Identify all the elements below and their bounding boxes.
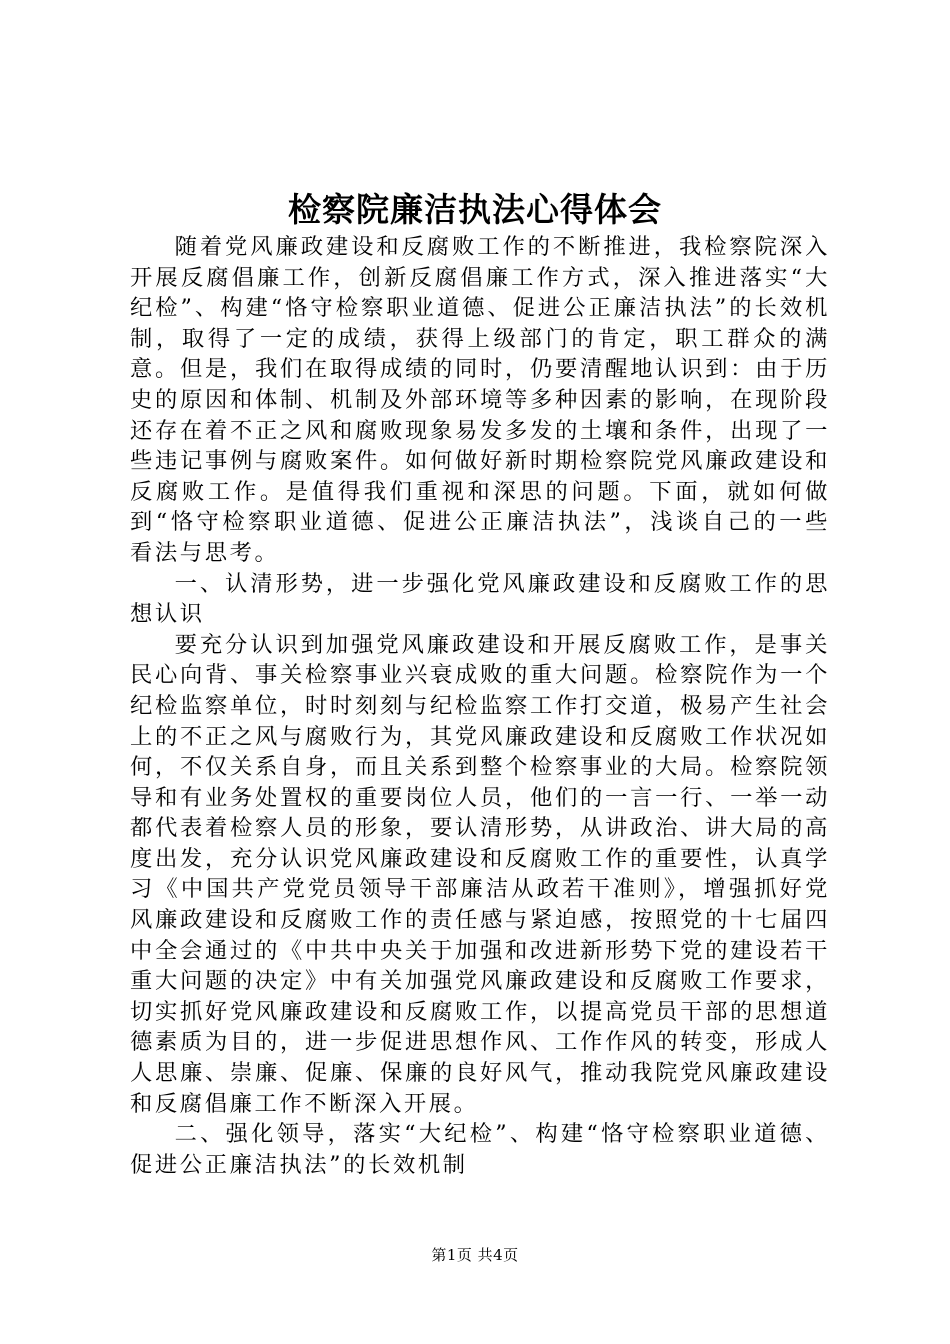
section-heading-2: 二、强化领导，落实“大纪检”、构建“恪守检察职业道德、促进公正廉洁执法”的长效机制 bbox=[130, 1121, 830, 1178]
paragraph-intro: 随着党风廉政建设和反腐败工作的不断推进，我检察院深入开展反腐倡廉工作，创新反腐倡廉工作方式，深入推进落实“大纪检”、构建“恪守检察职业道德、促进公正廉洁执法”的长效机制，取得了一定的成绩，获得上级部门的肯定，职工群众的满意。但是，我们在取得成绩的同时，仍要清醒地认识到：由于历史的原因和体制、机制及外部环境等多种因素的影响，在现阶段还存在着不正之风和腐败现象易发多发的土壤和条件，出现了一些违记事例与腐败案件。如何做好新时期检察院党风廉政建设和反腐败工作。是值得我们重视和深思的问题。下面，就如何做到“恪守检察职业道德、促进公正廉洁执法”，浅谈自己的一些看法与思考。 bbox=[130, 234, 830, 566]
section-heading-1: 一、认清形势，进一步强化党风廉政建设和反腐败工作的思想认识 bbox=[130, 570, 830, 628]
document-body bbox=[130, 232, 830, 1180]
page-footer: 第1页 共4页 bbox=[431, 1246, 519, 1264]
document-title: 检察院廉洁执法心得体会 bbox=[288, 190, 662, 229]
paragraph-section-1: 要充分认识到加强党风廉政建设和开展反腐败工作，是事关民心向背、事关检察事业兴衰成败的重大问题。检察院作为一个纪检监察单位，时时刻刻与纪检监察工作打交道，极易产生社会上的不正之风与腐败行为，其党风廉政建设和反腐败工作状况如何，不仅关系自身，而且关系到整个检察事业的大局。检察院领导和有业务处置权的重要岗位人员，他们的一言一行、一举一动都代表着检察人员的形象，要认清形势，从讲政治、讲大局的高度出发，充分认识党风廉政建设和反腐败工作的重要性，认真学习《中国共产党党员领导干部廉洁从政若干准则》，增强抓好党风廉政建设和反腐败工作的责任感与紧迫感，按照党的十七届四中全会通过的《中共中央关于加强和改进新形势下党的建设若干重大问题的决定》中有关加强党风廉政建设和反腐败工作要求，切实抓好党风廉政建设和反腐败工作，以提高党员干部的思想道德素质为目的，进一步促进思想作风、工作作风的转变，形成人人思廉、崇廉、促廉、保廉的良好风气，推动我院党风廉政建设和反腐倡廉工作不断深入开展。 bbox=[130, 631, 830, 1117]
